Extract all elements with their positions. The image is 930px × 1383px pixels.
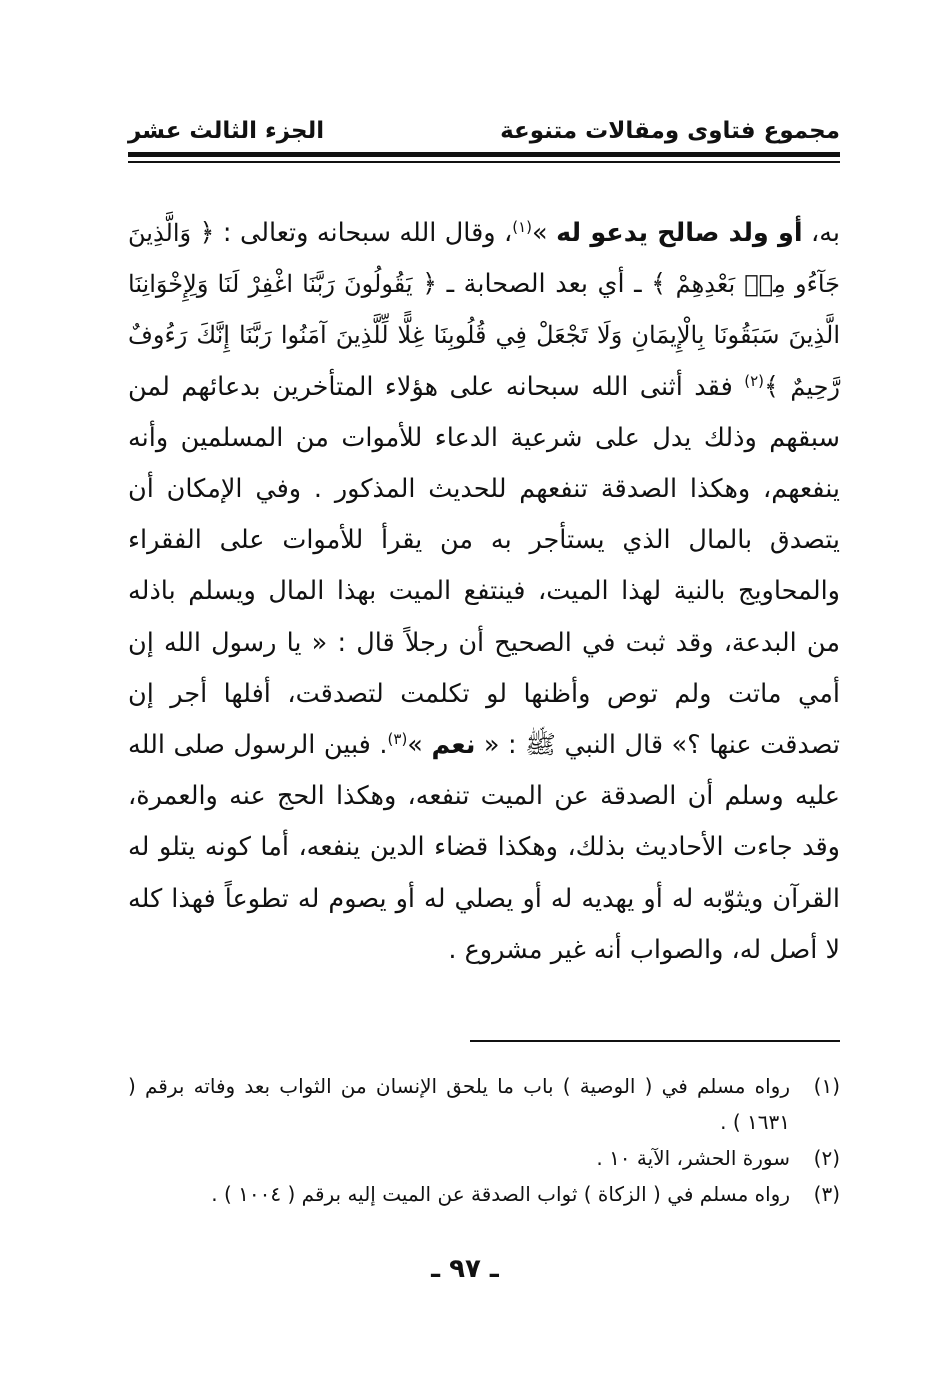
volume-label: الجزء الثالث عشر <box>128 118 325 144</box>
footnote-3 <box>128 1176 840 1212</box>
text-run: ﴾ <box>763 371 791 402</box>
text-run: ، وقال الله سبحانه وتعالى : ﴿ <box>191 218 513 248</box>
footnote-text: رواه مسلم في ( الزكاة ) ثواب الصدقة عن الميت إليه برقم ( ١٠٠٤ ) . <box>211 1182 790 1206</box>
footnote-ref-2: (٢) <box>744 371 764 390</box>
footnotes <box>128 1068 840 1212</box>
text-run: فقد أثنى الله سبحانه على هؤلاء المتأخرين بدعائهم لمن سبقهم وذلك يدل على شرعية الدعاء للأموات من المسلمين وأنه ينفعهم، وهكذا الصدقة تنفعهم للحديث المذكور . وفي الإمكان أن يتصدق بالمال الذي يستأجر به من يقرأ للأموات على الفقراء والمحاويج بالنية لهذا الميت، فينتفع الميت بهذا المال ويسلم باذله من البدعة، وقد ثبت في الصحيح أن رجلاً قال : « يا رسول الله إن أمي ماتت ولم توص وأظنها لو تكلمت لتصدقت، أفلها أجر إن تصدقت عنها ؟» قال النبي ﷺ : « <box>128 371 840 761</box>
footnote-rule <box>470 1040 840 1042</box>
text-run: . فبين الرسول صلى الله عليه وسلم أن الصدقة عن الميت تنفعه، وهكذا الحج عنه والعمرة، وقد جاءت الأحاديث بذلك، وهكذا قضاء الدين ينفعه، أما كونه يتلو له القرآن ويثوّبه له أو يهديه له أو يصلي له أو يصوم له تطوعاً فهذا كله لا أصل له، والصواب أنه غير مشروع . <box>128 730 840 965</box>
footnote-text: رواه مسلم في ( الوصية ) باب ما يلحق الإنسان من الثواب بعد وفاته برقم ( ١٦٣١ ) . <box>128 1074 790 1134</box>
header-rule-thin <box>128 161 840 163</box>
footnote-2 <box>128 1140 840 1176</box>
footnote-number: (٣) <box>813 1182 840 1206</box>
quran-verse-2: يَقُولُونَ رَبَّنَا اغْفِرْ لَنَا وَلِإِخْوَانِنَا الَّذِينَ سَبَقُونَا بِالْإِيمَانِ وَلَا تَجْعَلْ فِي قُلُوبِنَا غِلًّا لِّلَّذِينَ آمَنُوا رَبَّنَا إِنَّكَ رَءُوفٌ رَّحِيمٌ <box>128 270 840 401</box>
text-run: » <box>407 730 432 761</box>
text-run: ﴾ ـ أي بعد الصحابة ـ ﴿ <box>412 269 676 300</box>
hadith-answer: نعم <box>431 730 476 761</box>
book-title: مجموع فتاوى ومقالات متنوعة <box>500 118 840 144</box>
footnote-1 <box>128 1068 840 1140</box>
page-number: ـ ٩٧ ـ <box>431 1254 499 1284</box>
footnote-ref-3: (٣) <box>387 730 408 749</box>
quran-verse-1: وَالَّذِينَ جَآءُو مِنۢ بَعْدِهِمْ <box>128 219 840 299</box>
footnote-ref-1: (١) <box>512 218 533 236</box>
footnote-text: سورة الحشر، الآية ١٠ . <box>596 1146 790 1170</box>
running-header <box>128 112 840 152</box>
header-rule-thick <box>128 152 840 157</box>
hadith-quote: أو ولد صالح يدعو له <box>556 218 803 248</box>
paragraph <box>128 208 840 976</box>
text-run: به، <box>802 218 840 248</box>
text-run: » <box>532 218 557 248</box>
main-text <box>128 208 840 976</box>
footnote-number: (٢) <box>813 1146 840 1170</box>
footnote-number: (١) <box>813 1074 840 1098</box>
